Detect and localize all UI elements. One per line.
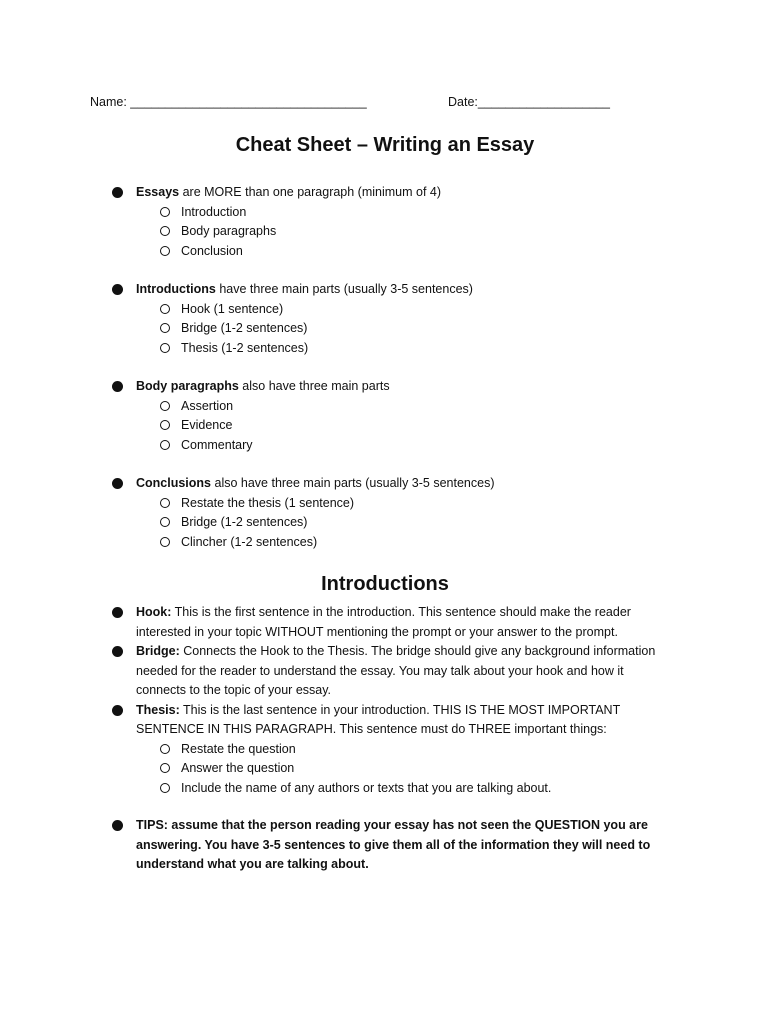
list-item (112, 603, 692, 642)
sub-item-text: Restate the question (181, 741, 296, 756)
sub-item (112, 533, 692, 553)
tips-text: answering. You have 3-5 sentences to give them all of the information they will need to (136, 837, 651, 852)
sub-item-text: Body paragraphs (181, 224, 277, 238)
sub-item (112, 494, 692, 514)
list-item (112, 642, 692, 701)
overview-introductions (112, 280, 692, 358)
sub-item-text: Conclusion (181, 243, 243, 258)
list-item (112, 701, 692, 740)
sub-item (112, 397, 692, 417)
circle-bullet-icon (160, 343, 170, 353)
item-text: This is the last sentence in your introduction. THIS IS THE MOST IMPORTANT (179, 702, 621, 717)
sub-item (112, 222, 692, 242)
overview-body-paragraphs (112, 377, 692, 455)
item-text: also have three main parts (usually 3-5 sentences) (211, 476, 495, 490)
sub-item-text: Introduction (181, 204, 247, 219)
list-item (112, 474, 692, 494)
item-text: Connects the Hook to the Thesis. The bridge should give any background information (179, 644, 656, 658)
sub-item (112, 242, 692, 262)
sub-item-text: Answer the question (181, 761, 295, 775)
sub-item (112, 339, 692, 359)
tips-text: understand what you are talking about. (136, 857, 369, 871)
bullet-icon (112, 187, 123, 198)
circle-bullet-icon (160, 498, 170, 508)
tips-section (112, 816, 692, 875)
sub-item-text: Hook (1 sentence) (181, 301, 284, 316)
sub-item-text: Clincher (1-2 sentences) (181, 534, 318, 549)
sub-item-text: Thesis (1-2 sentences) (181, 340, 309, 355)
sub-item-text: Include the name of any authors or texts that you are talking about. (181, 780, 552, 795)
introductions-heading: Introductions (321, 573, 449, 595)
bullet-icon (112, 646, 123, 657)
bullet-icon (112, 607, 123, 618)
item-text: interested in your topic WITHOUT mentioning the prompt or your answer to the prompt. (136, 624, 618, 639)
sub-item (112, 759, 692, 779)
sub-item (112, 779, 692, 799)
item-term: Bridge: (136, 644, 180, 658)
circle-bullet-icon (160, 323, 170, 333)
date-field-line: Date:___________________ (448, 95, 610, 109)
list-item (112, 280, 692, 300)
circle-bullet-icon (160, 420, 170, 430)
overview-essays (112, 183, 692, 261)
circle-bullet-icon (160, 440, 170, 450)
circle-bullet-icon (160, 537, 170, 547)
circle-bullet-icon (160, 763, 170, 773)
list-item (112, 377, 692, 397)
sub-item-text: Commentary (181, 437, 253, 452)
item-text: connects to the topic of your essay. (136, 683, 332, 697)
circle-bullet-icon (160, 401, 170, 411)
sub-item-text: Evidence (181, 418, 233, 432)
sub-item (112, 203, 692, 223)
bullet-icon (112, 820, 123, 831)
item-text: are MORE than one paragraph (minimum of 4) (179, 185, 442, 199)
sub-item (112, 319, 692, 339)
bullet-icon (112, 705, 123, 716)
bullet-icon (112, 478, 123, 489)
overview-conclusions (112, 474, 692, 552)
item-term: Thesis: (136, 702, 180, 717)
circle-bullet-icon (160, 744, 170, 754)
item-text: also have three main parts (238, 379, 390, 393)
sub-item (112, 436, 692, 456)
sub-item-text: Assertion (181, 398, 234, 413)
item-text: SENTENCE IN THIS PARAGRAPH. This sentence must do THREE important things: (136, 722, 607, 736)
item-term: Introductions (136, 282, 216, 296)
circle-bullet-icon (160, 783, 170, 793)
sub-item (112, 416, 692, 436)
introductions-details (112, 603, 692, 798)
sub-item (112, 513, 692, 533)
bullet-icon (112, 284, 123, 295)
circle-bullet-icon (160, 207, 170, 217)
sub-item (112, 740, 692, 760)
sub-item (112, 300, 692, 320)
circle-bullet-icon (160, 246, 170, 256)
item-text: This is the first sentence in the introduction. This sentence should make the reader (171, 605, 631, 619)
list-item (112, 183, 692, 203)
item-text: needed for the reader to understand the essay. You may talk about your hook and how it (136, 663, 624, 678)
item-text: have three main parts (usually 3-5 sentences) (215, 282, 473, 296)
page-title: Cheat Sheet – Writing an Essay (235, 134, 535, 156)
sub-item-text: Bridge (1-2 sentences) (181, 515, 308, 529)
tips-text: TIPS: assume that the person reading your essay has not seen the QUESTION you are (136, 818, 648, 832)
circle-bullet-icon (160, 226, 170, 236)
item-term: Body paragraphs (136, 379, 239, 393)
sub-item-text: Bridge (1-2 sentences) (181, 321, 308, 335)
bullet-icon (112, 381, 123, 392)
item-term: Hook: (136, 605, 172, 619)
circle-bullet-icon (160, 517, 170, 527)
list-item (112, 816, 692, 875)
item-term: Essays (136, 185, 180, 199)
item-term: Conclusions (136, 476, 212, 490)
sub-item-text: Restate the thesis (1 sentence) (181, 495, 355, 510)
name-field-line: Name: __________________________________ (90, 95, 367, 109)
circle-bullet-icon (160, 304, 170, 314)
